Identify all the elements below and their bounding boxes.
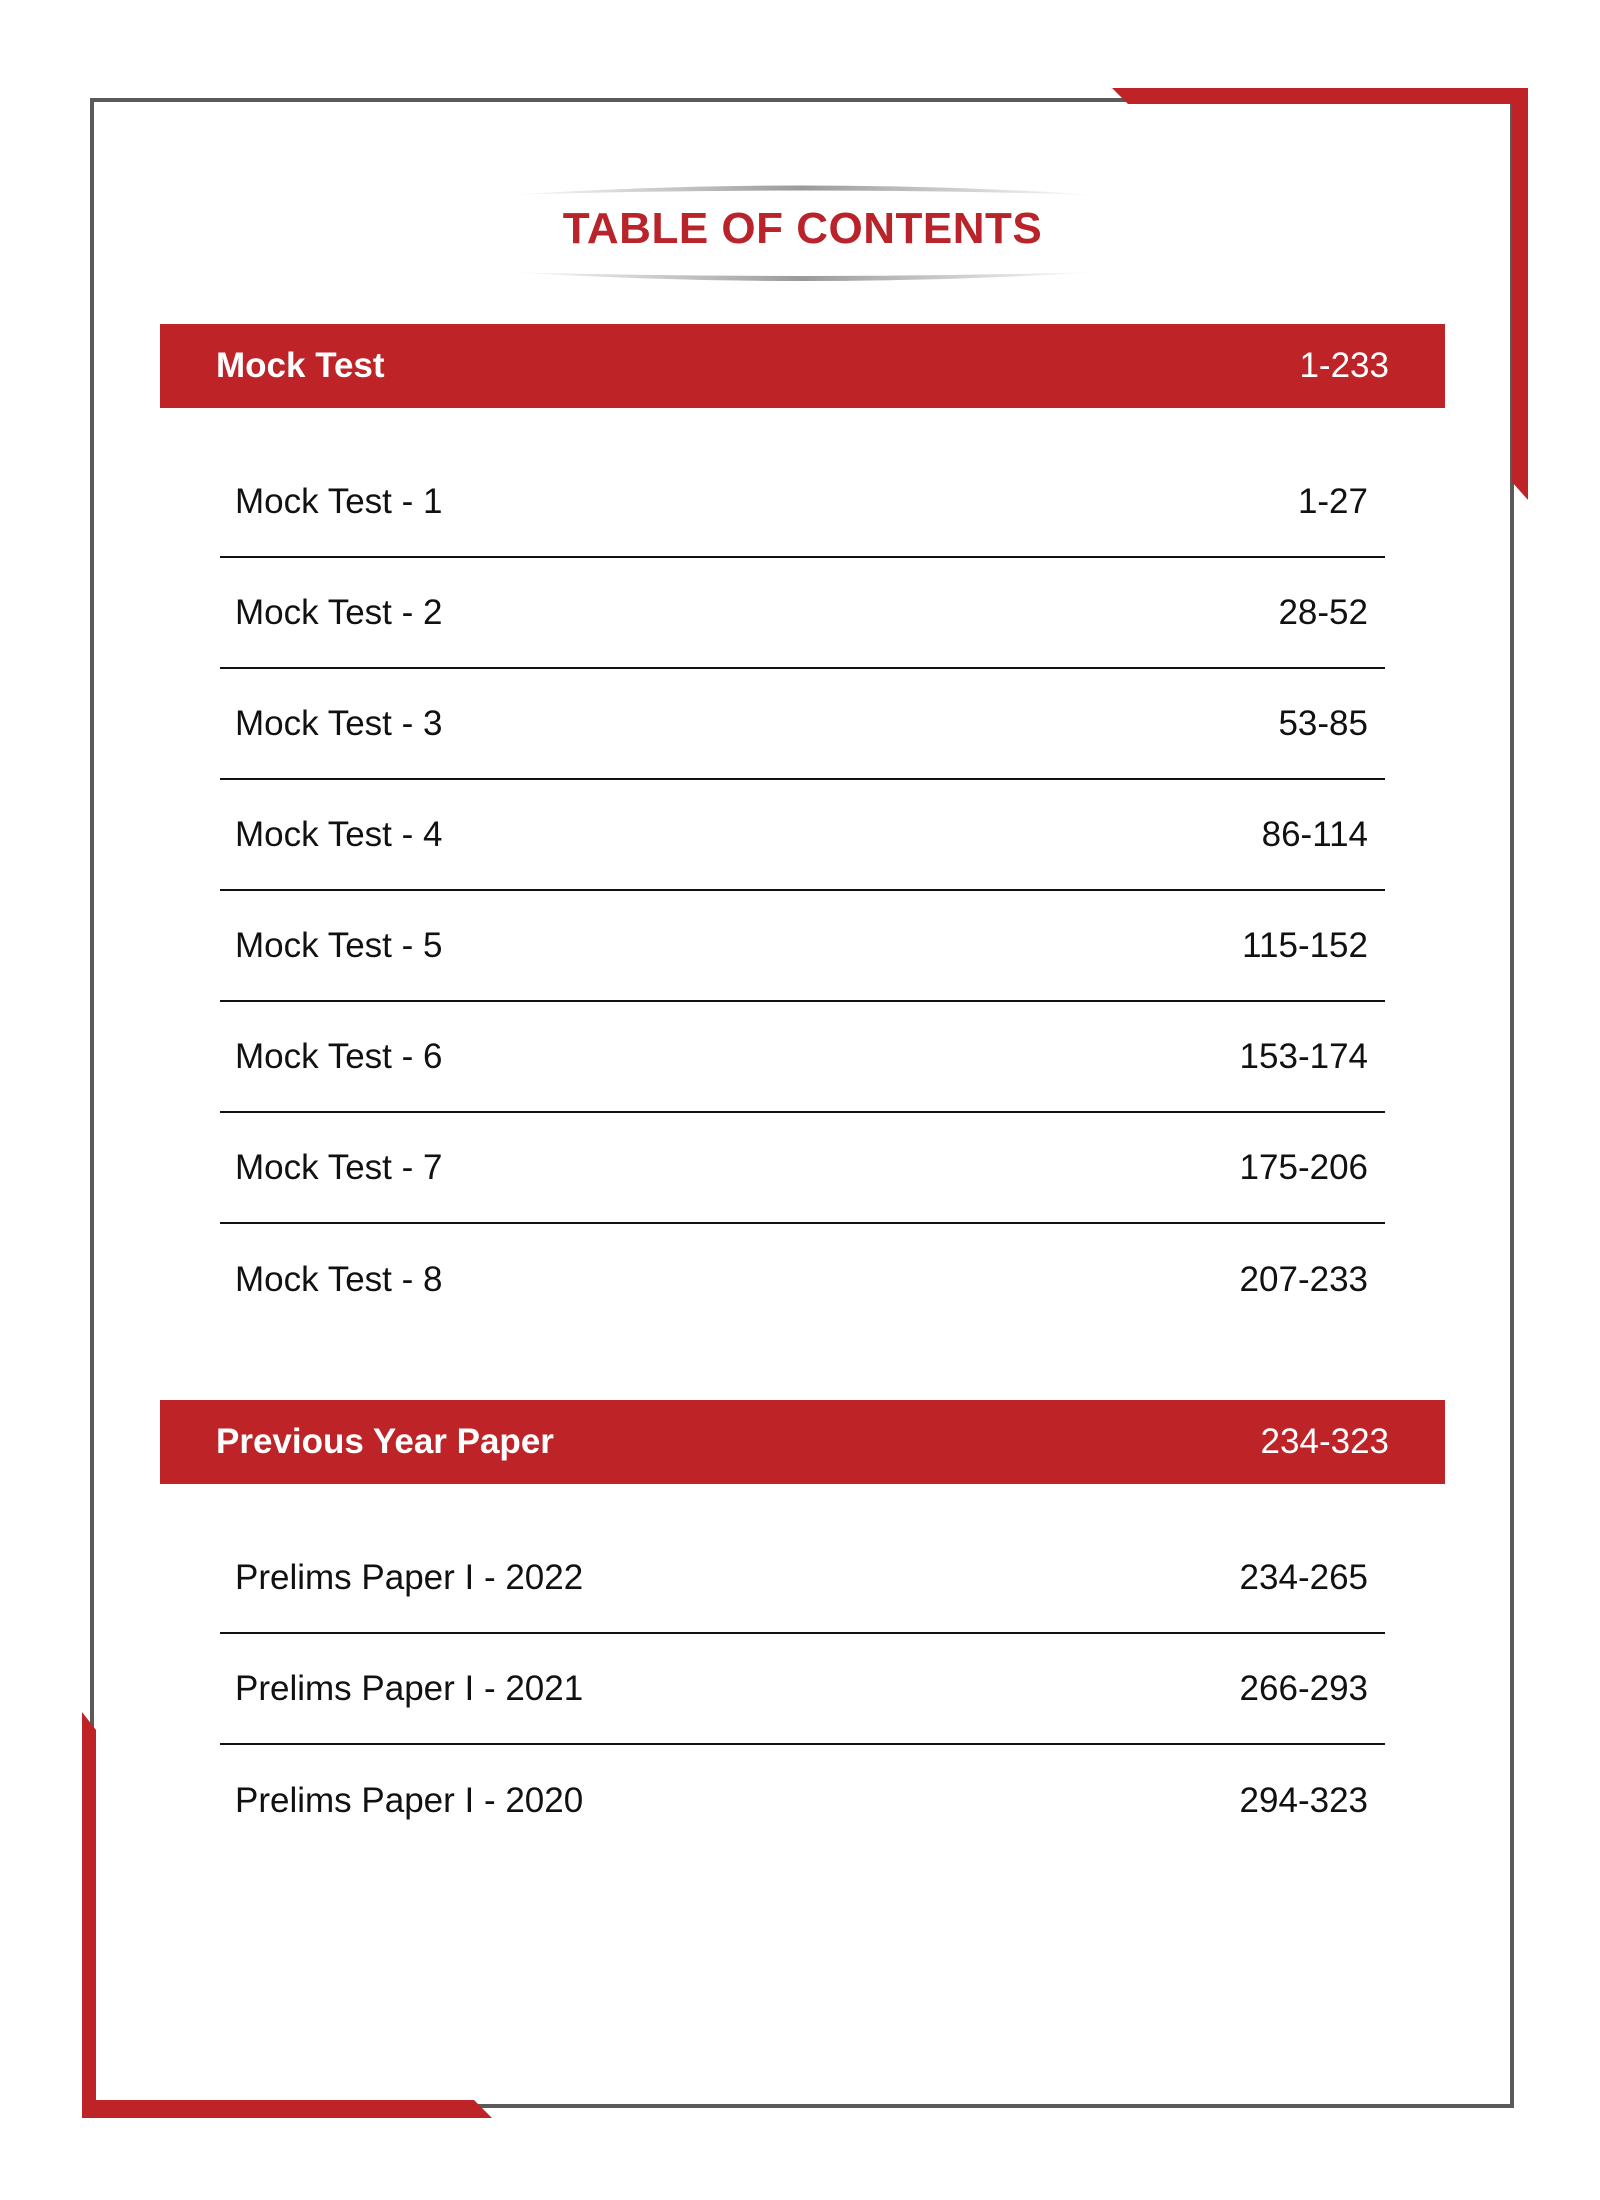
entry-pages: 266-293 <box>1239 1668 1368 1708</box>
section-title: Previous Year Paper <box>216 1422 554 1461</box>
entry-label: Mock Test - 4 <box>235 814 443 854</box>
entry-pages: 294-323 <box>1239 1780 1368 1820</box>
section-header-mock-test <box>160 324 1445 408</box>
entry-pages: 207-233 <box>1239 1259 1368 1299</box>
title-banner <box>505 178 1100 288</box>
entry-label: Mock Test - 5 <box>235 925 443 965</box>
section-header-previous-year-paper <box>160 1400 1445 1484</box>
entry-pages: 153-174 <box>1239 1036 1368 1076</box>
section-pages: 234-323 <box>1260 1422 1389 1461</box>
entry-label: Prelims Paper I - 2020 <box>235 1780 584 1820</box>
entry-label: Mock Test - 2 <box>235 592 443 632</box>
toc-entry[interactable] <box>220 558 1385 669</box>
entry-label: Mock Test - 7 <box>235 1147 443 1187</box>
section-pages: 1-233 <box>1299 346 1389 385</box>
entry-label: Prelims Paper I - 2021 <box>235 1668 584 1708</box>
toc-entry[interactable] <box>220 1634 1385 1745</box>
toc-entry[interactable] <box>220 669 1385 780</box>
entry-label: Mock Test - 1 <box>235 481 443 521</box>
entry-pages: 53-85 <box>1278 703 1368 743</box>
entry-label: Mock Test - 6 <box>235 1036 443 1076</box>
entry-pages: 115-152 <box>1242 925 1368 965</box>
toc-entry[interactable] <box>220 891 1385 1002</box>
entry-label: Prelims Paper I - 2022 <box>235 1557 584 1597</box>
top-right-accent <box>1112 88 1528 500</box>
toc-entry[interactable] <box>220 1523 1385 1634</box>
toc-entry[interactable] <box>220 1745 1385 1856</box>
entry-pages: 86-114 <box>1261 814 1368 854</box>
previous-year-list <box>220 1523 1385 1856</box>
entry-label: Mock Test - 8 <box>235 1259 443 1299</box>
entry-pages: 28-52 <box>1278 592 1368 632</box>
page-title: TABLE OF CONTENTS <box>562 204 1043 253</box>
toc-entry[interactable] <box>220 1224 1385 1335</box>
toc-entry[interactable] <box>220 1113 1385 1224</box>
entry-label: Mock Test - 3 <box>235 703 443 743</box>
entry-pages: 1-27 <box>1297 481 1368 521</box>
entry-pages: 175-206 <box>1239 1147 1368 1187</box>
entry-pages: 234-265 <box>1239 1557 1368 1597</box>
toc-entry[interactable] <box>220 447 1385 558</box>
toc-entry[interactable] <box>220 1002 1385 1113</box>
toc-entry[interactable] <box>220 780 1385 891</box>
mock-test-list <box>220 447 1385 1335</box>
section-title: Mock Test <box>216 346 385 385</box>
